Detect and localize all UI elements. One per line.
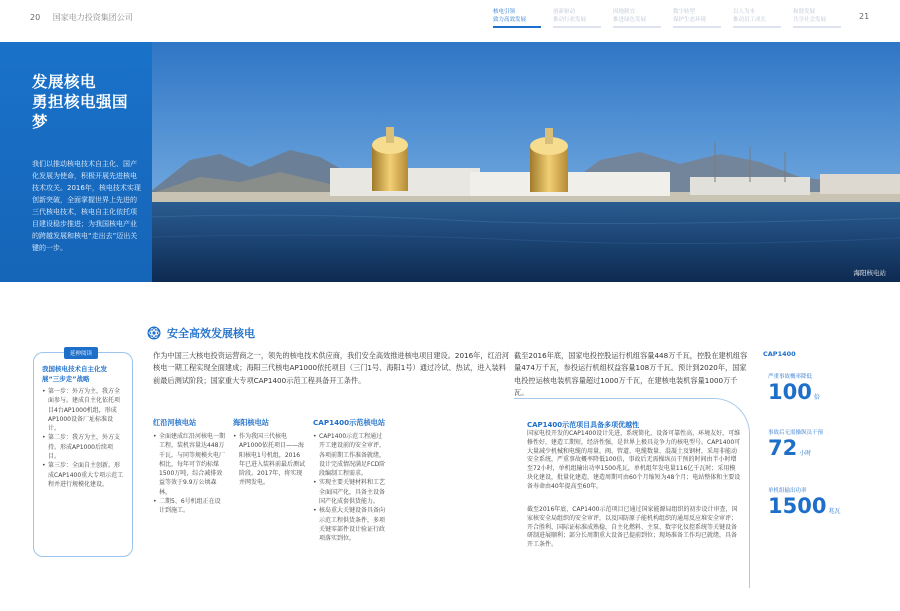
stats-label: CAP1400 — [763, 350, 796, 358]
stat-label: 单机组输出功率 — [768, 488, 807, 494]
hero-paragraph: 我们以推动核电技术自主化、国产化发展为使命，积极开展先进核电技术攻关。2016年，核电技术实现创新突破，全面掌握世界上先进的三代核电技术，核电自主化依托项目建设稳步推进；为我国核电产业的跨越发展和核电“走出去”迈出关键的一步。 — [32, 160, 141, 252]
tab-indicator — [493, 26, 541, 28]
tab-indicator — [733, 26, 781, 28]
stat-value: 72 — [768, 436, 798, 460]
column-haiyang — [233, 418, 305, 488]
cap1400-paragraph-1: 国家电投开发的CAP1400设计先进，系统简化，设备可靠性高，环境友好，可维修性好，建造工期短，经济性强，是世界上极具竞争力的核电型号。CAP1400可大量减少机械和电缆的用量，阀、管道、电缆数量、混凝土及钢材，采用非能动安全系统，严重事故概率降低100倍，事故后无需操纵员干预的时间由半小时增至72小时，单机组输出功率1500兆瓦，单机组年发电量116亿千瓦时；采用模块化建设，批量化建造，建造周期可由60个月缩短为48个月；电站整体和主要设备寿命由40年提高至60年。 — [527, 430, 741, 490]
page-number-right: 21 — [859, 12, 870, 21]
hero-title: 发展核电 勇担核电强国梦 — [32, 73, 129, 131]
stat-label: 事故后无需操纵员干预 — [768, 430, 824, 436]
stat-label: 严重事故概率降低 — [768, 374, 813, 380]
page-number-left: 20 — [30, 13, 41, 22]
stat-intervention-time — [768, 428, 823, 460]
stat-unit: 倍 — [813, 394, 820, 401]
cap1400-paragraph-2: 截至2016年底，CAP1400示范项目已通过国家能源局组织的初步设计审查，国家核安全局组织的安全审评，以及国防原子能机构组织的通用反应堆安全审评；开合胜利、国际证标准成熟稳，自主化燃料、主泵、数字化仪控系统等关键设备研制进展顺利；部分长周期重大设备已提前到位；现场准备工作均已就绪，具备开工条件。 — [527, 506, 738, 549]
list-item: • 第三步：全面自主创新。形成CAP1400重大专项示范工程并进行规模化建设。 — [42, 461, 124, 489]
extended-reading-card — [33, 352, 133, 557]
column-title: CAP1400示范核电站 — [313, 418, 386, 427]
tab-indicator — [673, 26, 721, 28]
photo-caption: 海阳核电站 — [853, 269, 886, 277]
list-item: • 实现主要关键材料和工艺全面国产化，具备主设备国产化成套供货能力。 — [313, 478, 387, 506]
tab-employees[interactable]: 以人为本 推动员工成长 — [733, 5, 793, 28]
atom-icon — [147, 326, 161, 340]
list-item: • 作为我国三代核电AP1000依托项目——海阳核电1号机组，2016年已进入装料前最后测试阶段。2017年，将实现并网发电。 — [233, 432, 305, 488]
column-cap1400 — [313, 418, 387, 544]
tab-indicator — [613, 26, 661, 28]
section-heading — [147, 325, 255, 341]
stat-unit: 小时 — [799, 450, 812, 457]
column-hongyanhe — [153, 418, 225, 516]
tab-ecology[interactable]: 数字转型 保护生态环境 — [673, 5, 733, 28]
list-item: • 全面建成红沿河核电一期工程，装机容量达448万千瓦，与同等规模火电厂相比，每年可节约标煤1500万吨，综合减排效益等效于9.9万公顷森林。 — [153, 432, 225, 497]
list-item: • 第一步：外方为主，我方全面参与。建成自主化依托项目4台AP1000机组，形成AP1000设备厂址标准设计。 — [42, 387, 124, 433]
tab-nuclear[interactable]: 核电引领 致力高效发展 — [493, 5, 553, 28]
tab-society[interactable]: 和谐发展 共享社会发展 — [793, 5, 853, 28]
list-item: • 二期5、6号机组正在设计到施工。 — [153, 497, 225, 516]
tab-innovation[interactable]: 创新驱动 推动行业发展 — [553, 5, 613, 28]
stat-value: 100 — [768, 380, 812, 404]
page-header — [0, 0, 900, 42]
capacity-paragraph: 截至2016年底，国家电投控股运行机组容量448万千瓦，控股在建机组容量474万千瓦，参投运行机组权益容量108万千瓦。预计到2020年，国家电投控运核电装机容量超过1000万千瓦，在建核电装机容量1000万千瓦。 — [514, 351, 748, 398]
intro-paragraph: 作为中国三大核电投资运营商之一，领先的核电技术供应商，我们安全高效推进核电项目建设。2016年，红沿河核电一期工程实现全面建成；海阳三代核电AP1000依托项目（三门1号、海阳1号）通过冷试、热试，进入装料前最后测试阶段；国家重大专项CAP1400示范工程具备开工条件。 — [153, 351, 510, 385]
extended-reading-tag: 延伸阅读 — [64, 347, 98, 359]
left-page-info — [30, 12, 133, 23]
tab-indicator — [553, 26, 601, 28]
sidebar-heading: 我国核电技术自主化发展“三步走”战略 — [42, 365, 107, 383]
cap1400-title: CAP1400示范项目具备多项优越性 — [527, 421, 640, 429]
section-title: 安全高效发展核电 — [167, 327, 255, 340]
chapter-nav — [493, 5, 853, 28]
hero-text-panel — [0, 42, 152, 282]
stat-unit: 兆瓦 — [828, 508, 841, 515]
stat-output-power — [768, 486, 840, 518]
column-title: 红沿河核电站 — [153, 418, 197, 427]
list-item: • CAP1400示范工程通过开工建设前的安全审评，各项前期工作准备就绪，设计完成情况满足FCD阶段编制工程需求。 — [313, 432, 387, 478]
list-item: • 第二步：我方为主，外方支持。形成AP1000后续项目。 — [42, 433, 124, 461]
column-title: 海阳核电站 — [233, 418, 269, 427]
stat-accident-probability — [768, 372, 820, 404]
tab-green[interactable]: 因地制宜 推进绿色发展 — [613, 5, 673, 28]
tab-indicator — [793, 26, 841, 28]
hero-banner — [0, 42, 900, 282]
org-name: 国家电力投资集团公司 — [52, 13, 133, 22]
stat-value: 1500 — [768, 494, 827, 518]
list-item: • 核岛重大关键设备具备向示范工程供货条件，多项关键零部件设计验证行政项落实到位。 — [313, 506, 387, 543]
